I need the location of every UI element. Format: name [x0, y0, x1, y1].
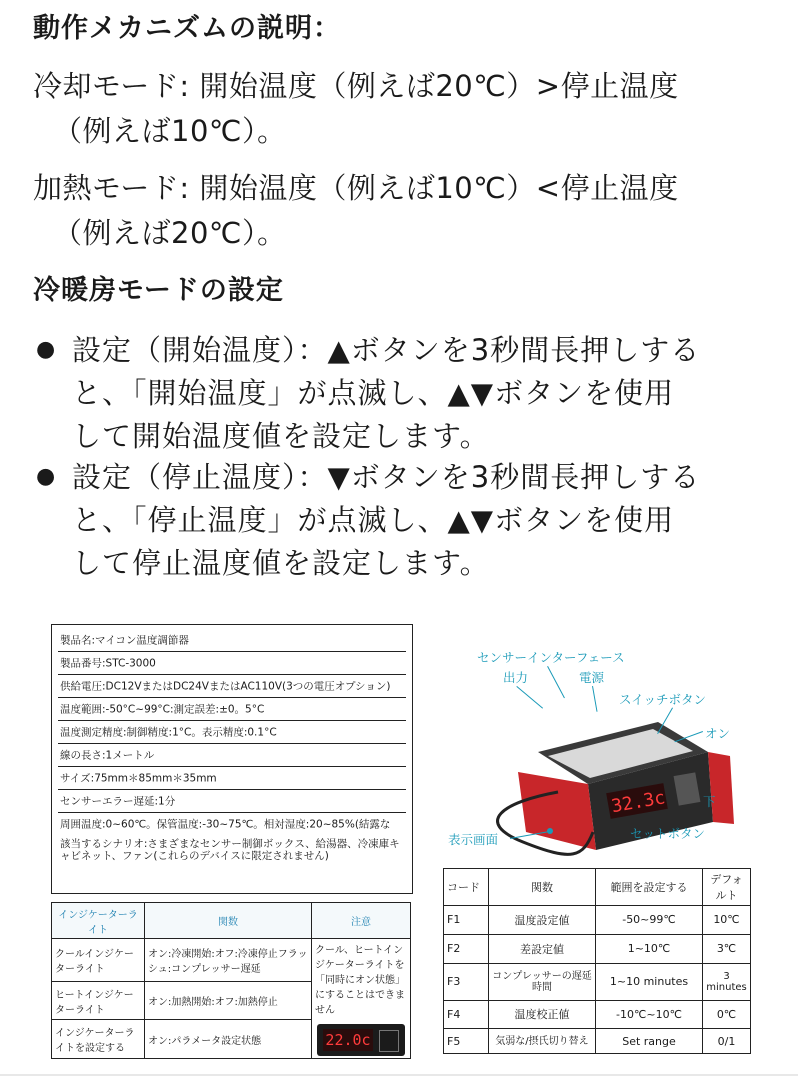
code-cell: 0℃: [703, 1000, 751, 1029]
code-cell: 温度設定値: [489, 906, 596, 935]
indicator-header: 注意: [312, 903, 411, 939]
mini-buttons-icon: [379, 1030, 399, 1052]
callout-line: [516, 686, 543, 709]
bullet2-line3: して停止温度値を設定します。: [72, 546, 490, 580]
indicator-header: 関数: [145, 903, 312, 939]
product-image: [33, 612, 765, 1062]
indicator-note: クール、ヒートインジケーターライトを「同時にオン状態」にすることはできません: [315, 945, 405, 1016]
bullet1-line1: 設定（開始温度）：▲ボタンを3秒間長押しする: [72, 333, 701, 367]
indicator-cell: オン:冷凍開始:オフ:冷凍停止フラッシュ:コンプレッサー遅延: [145, 939, 312, 982]
spec-row: 製品番号:STC-3000: [58, 652, 406, 675]
indicator-header: インジケーターライト: [52, 903, 145, 939]
label-power: 電源: [579, 670, 605, 685]
code-header: 関数: [489, 869, 596, 906]
heading-settings: 冷暖房モードの設定: [33, 275, 284, 306]
code-cell: F3: [444, 963, 489, 1000]
label-set-button: セットボタン: [630, 826, 706, 841]
callout-line: [592, 686, 598, 712]
bullet-icon: ●: [36, 337, 56, 362]
bullet-icon: ●: [36, 464, 56, 489]
heating-mode-line2: （例えば20℃）。: [53, 216, 287, 250]
indicator-table: [51, 902, 411, 1059]
code-cell: -50~99℃: [596, 906, 703, 935]
spec-box: [51, 624, 413, 894]
indicator-cell: オン:加熱開始:オフ:加熱停止: [145, 982, 312, 1020]
label-output: 出力: [503, 670, 529, 685]
spec-row: 温度範囲:-50°C~99°C:測定誤差:±0。5°C: [58, 698, 406, 721]
cooling-mode-line1: 冷却モード: 開始温度（例えば20℃）>停止温度: [33, 69, 679, 103]
code-cell: 1~10 minutes: [596, 963, 703, 1000]
indicator-cell: オン:パラメータ設定状態: [145, 1020, 312, 1059]
bullet1-line3: して開始温度値を設定します。: [72, 419, 490, 453]
code-cell: F5: [444, 1029, 489, 1054]
code-header: デフォルト: [703, 869, 751, 906]
label-sensor-interface: センサーインターフェース: [477, 650, 625, 665]
bullet1-line2: と、「開始温度」が点滅し、▲▼ボタンを使用: [72, 376, 675, 410]
spec-row: 周囲温度:0~60℃。保管温度:-30~75℃。相対湿度:20~85%(結露な: [60, 818, 391, 831]
label-down: 下: [703, 794, 716, 809]
code-cell: F4: [444, 1000, 489, 1029]
label-on: オン: [705, 726, 731, 741]
indicator-cell: ヒートインジケーターライト: [52, 982, 145, 1020]
spec-row: 温度測定精度:制御精度:1°C。表示精度:0.1°C: [58, 721, 406, 744]
bullet2-line2: と、「停止温度」が点滅し、▲▼ボタンを使用: [72, 503, 675, 537]
code-cell: 1~10℃: [596, 934, 703, 963]
indicator-cell: インジケーターライトを設定する: [52, 1020, 145, 1059]
label-switch-button: スイッチボタン: [619, 692, 707, 707]
code-cell: F2: [444, 934, 489, 963]
mini-controller: [317, 1024, 405, 1056]
heading-mechanism: 動作メカニズムの説明：: [33, 13, 341, 44]
spec-row: 供給電圧:DC12VまたはDC24VまたはAC110V(3つの電圧オプション): [58, 675, 406, 698]
code-cell: 温度校正値: [489, 1000, 596, 1029]
code-cell: Set range: [596, 1029, 703, 1054]
device-display: 32.3c: [609, 787, 667, 818]
cooling-mode-line2: （例えば10℃）。: [53, 114, 287, 148]
code-cell: 気弱な/摂氏切り替え: [489, 1029, 596, 1054]
code-header: コード: [444, 869, 489, 906]
code-cell: コンプレッサーの遅延時間: [489, 963, 596, 1000]
spec-row: サイズ:75mm＊85mm＊35mm: [58, 767, 406, 790]
indicator-cell: クールインジケーターライト: [52, 939, 145, 982]
code-cell: 3 minutes: [703, 963, 751, 1000]
code-cell: F1: [444, 906, 489, 935]
spec-row: 線の長さ:1メートル: [58, 744, 406, 767]
spec-row: 製品名:マイコン温度調節器: [58, 629, 406, 652]
bullet2-line1: 設定（停止温度）：▼ボタンを3秒間長押しする: [72, 460, 701, 494]
spec-row: センサーエラー遅延:1分: [58, 790, 406, 813]
code-cell: 3℃: [703, 934, 751, 963]
code-cell: 10℃: [703, 906, 751, 935]
label-display-screen: 表示画面: [448, 832, 499, 847]
callout-dot: [547, 828, 553, 834]
indicator-note-cell: [312, 939, 411, 1059]
callout-line: [547, 666, 565, 698]
code-header: 範囲を設定する: [596, 869, 703, 906]
spec-row: 該当するシナリオ:さまざまなセンサー制御ボックス、給湯器、冷凍庫キャビネット、ファン(これらのデバイスに限定されません): [60, 838, 400, 862]
code-cell: 差設定値: [489, 934, 596, 963]
code-cell: -10℃~10℃: [596, 1000, 703, 1029]
mini-display: 22.0c: [323, 1029, 373, 1051]
heating-mode-line1: 加熱モード: 開始温度（例えば10℃）<停止温度: [33, 171, 679, 205]
page-divider: [0, 1074, 798, 1076]
code-cell: 0/1: [703, 1029, 751, 1054]
code-table: [443, 868, 751, 1054]
